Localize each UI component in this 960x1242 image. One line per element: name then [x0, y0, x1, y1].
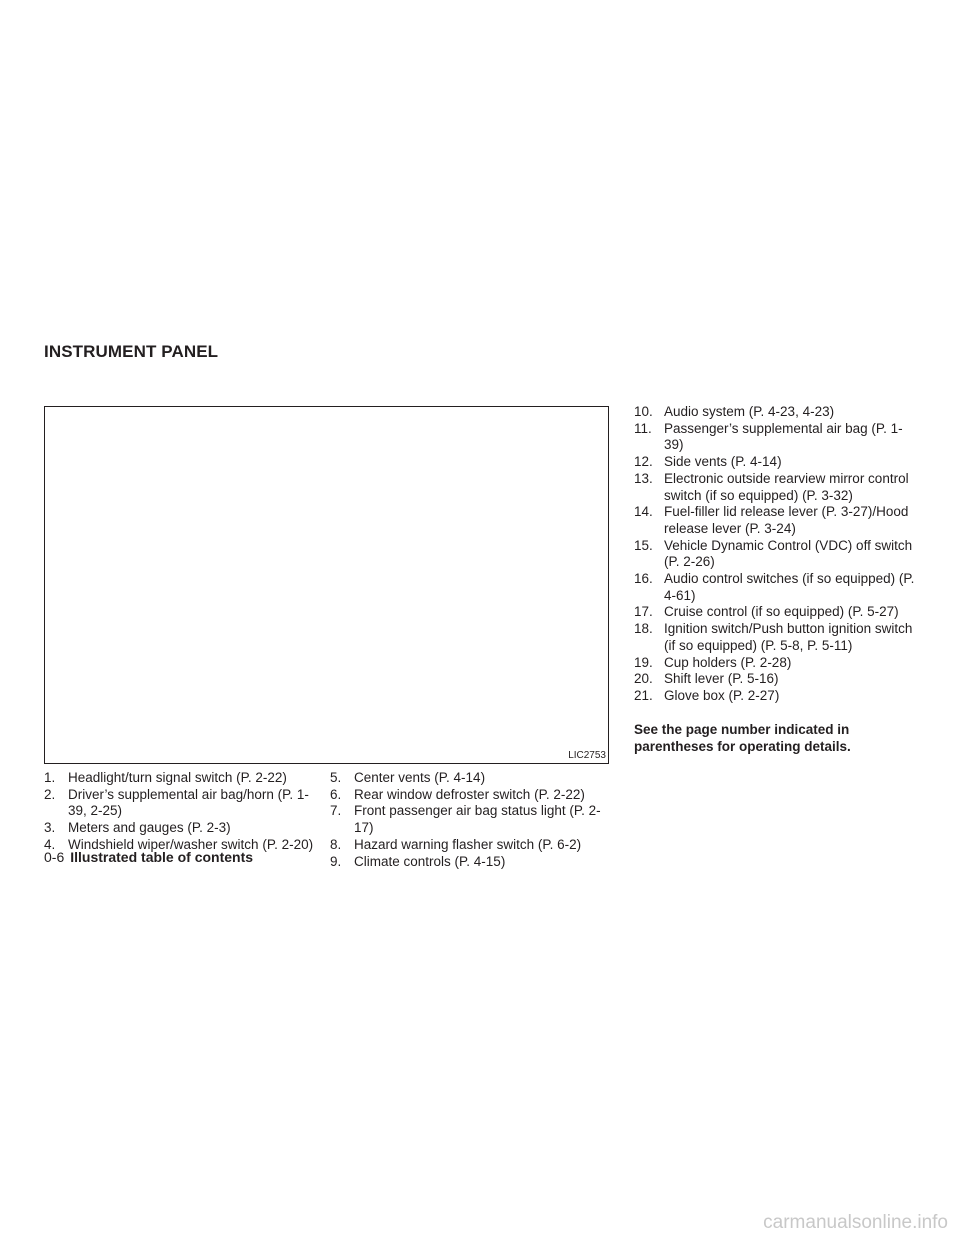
item-text: Headlight/turn signal switch (P. 2-22) — [68, 770, 287, 785]
item-number: 19. — [634, 654, 653, 670]
item-text: Passenger’s supplemental air bag (P. 1-39) — [664, 420, 903, 453]
parts-list-column-1 — [44, 770, 314, 854]
item-text: Hazard warning flasher switch (P. 6-2) — [354, 836, 582, 852]
item-number: 4. — [44, 836, 56, 852]
parts-list-column-3 — [634, 404, 916, 705]
section-title: INSTRUMENT PANEL — [44, 342, 219, 361]
parts-list-column-2 — [330, 770, 610, 870]
instrument-panel-figure — [44, 406, 609, 764]
list-item — [634, 421, 916, 454]
item-text: Ignition switch/Push button ignition switch (if so equipped) (P. 5-8, P. 5-11) — [664, 621, 913, 653]
list-item — [634, 604, 916, 621]
list-item — [44, 820, 314, 837]
list-item — [634, 471, 916, 504]
list-item — [634, 571, 916, 604]
item-number: 8. — [330, 836, 342, 852]
item-text: Cruise control (if so equipped) (P. 5-27) — [664, 604, 899, 620]
item-number: 14. — [634, 504, 653, 520]
list-item — [330, 854, 610, 871]
list-item — [634, 671, 916, 688]
item-number: 3. — [44, 820, 56, 836]
item-number: 5. — [330, 770, 342, 785]
item-number: 7. — [330, 803, 342, 819]
list-item — [330, 787, 610, 804]
list-item — [634, 655, 916, 672]
item-number: 1. — [44, 770, 56, 785]
item-number: 21. — [634, 687, 653, 703]
item-text: Audio control switches (if so equipped) (P. 4-61) — [664, 571, 915, 603]
item-text: Windshield wiper/washer switch (P. 2-20) — [68, 836, 314, 852]
item-text: Side vents (P. 4-14) — [664, 454, 782, 470]
list-item — [634, 538, 916, 571]
item-text: Meters and gauges (P. 2-3) — [68, 820, 231, 836]
item-text: Electronic outside rearview mirror control switch (if so equipped) (P. 3-32) — [664, 470, 909, 503]
footer-title: Illustrated table of contents — [70, 849, 254, 865]
list-item — [330, 770, 610, 787]
item-number: 15. — [634, 537, 653, 553]
item-text: Front passenger air bag status light (P. 2-17) — [354, 803, 601, 836]
list-item — [634, 404, 916, 421]
item-text: Glove box (P. 2-27) — [664, 687, 780, 703]
figure-code: LIC2753 — [568, 750, 606, 761]
list-item — [634, 688, 916, 705]
item-text: Center vents (P. 4-14) — [354, 770, 486, 785]
item-text: Cup holders (P. 2-28) — [664, 654, 792, 670]
item-text: Climate controls (P. 4-15) — [354, 853, 506, 869]
list-item — [330, 803, 610, 836]
item-number: 20. — [634, 671, 653, 687]
list-item — [44, 787, 314, 820]
list-item — [634, 454, 916, 471]
item-text: Vehicle Dynamic Control (VDC) off switch (P. 2-26) — [664, 537, 913, 570]
page-footer — [44, 849, 253, 865]
item-number: 10. — [634, 404, 653, 419]
item-number: 12. — [634, 454, 653, 470]
item-number: 18. — [634, 621, 653, 637]
item-number: 16. — [634, 571, 653, 587]
page-number: 0-6 — [44, 849, 65, 865]
watermark: carmanualsonline.info — [763, 1212, 948, 1233]
item-number: 13. — [634, 470, 653, 486]
item-number: 17. — [634, 604, 653, 620]
item-number: 6. — [330, 786, 342, 802]
item-number: 2. — [44, 786, 56, 802]
list-item — [44, 770, 314, 787]
item-number: 11. — [634, 420, 652, 436]
item-number: 9. — [330, 853, 342, 869]
item-text: Rear window defroster switch (P. 2-22) — [354, 786, 585, 802]
item-text: Fuel-filler lid release lever (P. 3-27)/Hood release lever (P. 3-24) — [664, 504, 909, 536]
list-item — [634, 504, 916, 537]
item-text: Driver’s supplemental air bag/horn (P. 1-39, 2-25) — [68, 786, 309, 819]
list-item — [634, 621, 916, 654]
item-text: Shift lever (P. 5-16) — [664, 671, 779, 687]
list-item — [330, 837, 610, 854]
operating-details-note: See the page number indicated in parentheses for operating details. — [634, 722, 851, 754]
item-text: Audio system (P. 4-23, 4-23) — [664, 404, 835, 419]
